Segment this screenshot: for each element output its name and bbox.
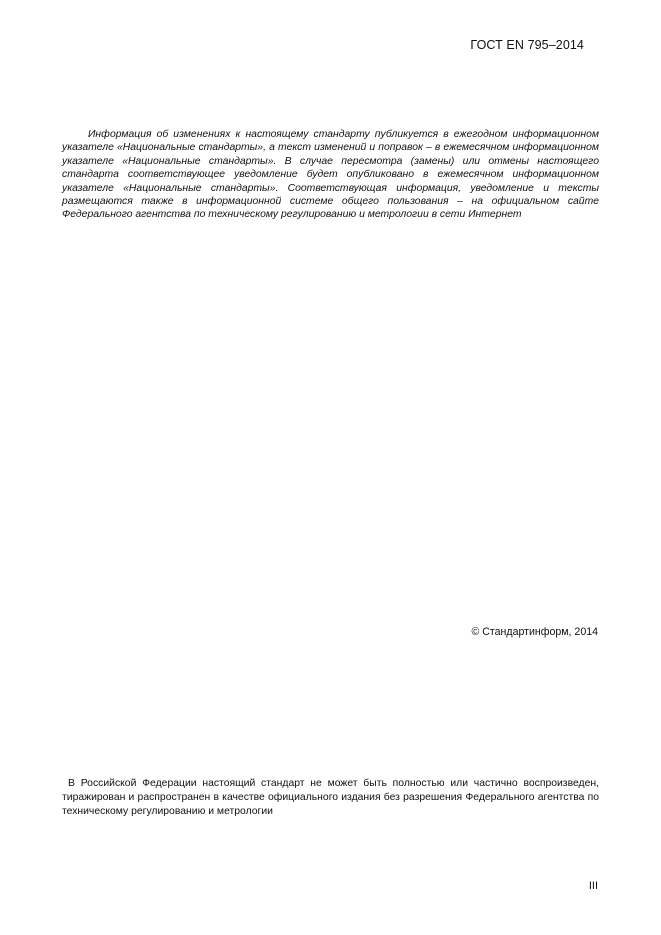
copyright-notice: © Стандартинформ, 2014	[471, 626, 598, 638]
page-number: III	[588, 880, 598, 892]
standard-code-header: ГОСТ EN 795–2014	[470, 38, 584, 52]
reproduction-legal-notice: В Российской Федерации настоящий стандарт не может быть полностью или частично воспроизведен, тиражирован и распространен в качестве официального издания без разрешения Федерального агентства по техническому регулированию и метрологии	[62, 778, 599, 818]
amendments-info-paragraph: Информация об изменениях к настоящему стандарту публикуется в ежегодном информационном указателе «Национальные стандарты», а текст изменений и поправок – в ежемесячном информационном указателе «Национальные стандарты». В случае пересмотра (замены) или отмены настоящего стандарта соответствующее уведомление будет опубликовано в ежемесячном информационном указателе «Национальные стандарты». Соответствующая информация, уведомление и тексты размещаются также в информационной системе общего пользования – на официальном сайте Федерального агентства по техническому регулированию и метрологии в сети Интернет	[62, 129, 599, 221]
